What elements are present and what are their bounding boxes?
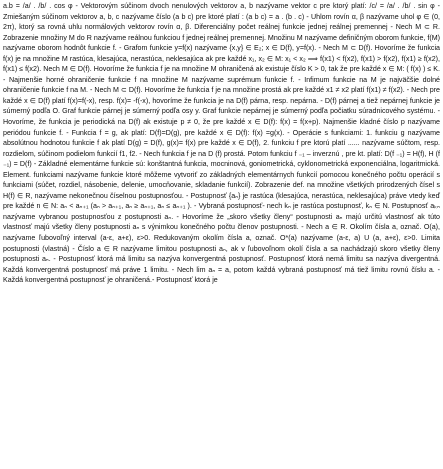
math-notes-text: a.b = /a/ . /b/ . cos φ - Vektorovým súčinom dvoch nenulových vektorov a, b nazývame vektor c pre ktorý platí: /c/ = /a/ . /b/ . sin φ - Zmiešaným súčinom vektorov a, b, c nazývame číslo (a b c) pre ktoré platí : (a b c) = a . (b . c) - Uhlom rovín α, β nazývame uhol φ ∈ (0, 2π), ktorý sa rovná uhlu normálových vektorov rovín α, β. Diferenciálny počet reálnej funkcie jednej reálnej premennej - Nech M ⊂ R. Zobrazenie množiny M do R nazývame reálnou funkciou f jednej reálnej premennej. Množinu M nazývame definičným oborom funkcie, f(M) nazývame oborom hodnôt funkcie f. - Grafom funkcie y=f(x) nazývame {x,y} ∈ E₂; x ∈ D(f), y=f(x). - Nech M ⊂ D(f). Hovoríme že funkcia f(x) je na množine M rastúca, klesajúca, nerastúca, neklesajúca ak pre každé x₁, x₂ ∈ M: x₁ < x₂ ⟹ f(x1) < f(x2), f(x1) > f(x2), f(x1) ≥ f(x2), f(x1) ≤ f(x2). Nech M ∈ D(f). Hovoríme že funkcia f je na množine M ohraničená ak existuje číslo K > 0, tak že pre každé x ∈ M: ( f(x) ) ≤ K. - Najmenšie horné ohraničenie funkcie f na množine M nazývame suprémum funkcie f. - Infimum funkcie na M je najväčšie dolné ohraničenie funkcie f na M. - Nech M ⊂ D(f). Hovoríme že funkcia f je na množine prostá ak pre každé x1 ≠ x2 platí f(x1) ≠ f(x2). - Nech pre každé x ∈ D(f) platí f(x)=f(-x), resp. f(x)= -f(-x), hovoríme že funkcia je na D(f) párna, resp. nepárna. - D(f) párnej a tiež nepárnej funkcie je súmerný podľa O. Graf funkcie párnej je súmerný podľa osy y. Graf funkcie nepárnej je súmerný podľa počiatku súradnicového systému. - Hovoríme, že funkcia je periodická na D(f) ak existuje p ≠ 0, že pre každé x ∈ D(f): f(x) = f(x+p). Najmenšie kladné číslo p nazývame periódou funkcie f. - Funkcia f = g, ak platí: D(f)=D(g), pre každé x ∈ D(f): f(x) =g(x). - Operácie s funkciami: 1. funkciu g nazývame absolútnou hodnotou funkcie f ak platí D(g) = D(f), g(x)= f(x) pre každé x ∈ D(f), 2. funkciu f pre ktorú platí ...... nazývame súčtom, resp. rozdielom, súčinom podielom funkcií f1, f2. - Nech funkcia f je na D (f) prostá. Potom funkciu f ₋₁ – inverznú , pre kt. platí: D(f ₋₁) = H(f), H (f ₋₁) = D(f) - Základné elementárne funkcie sú: konštantná funkcia, mocninová, goniometrická, cyklonometrická exponenciálna, logaritmická. Element. funkciami nazývame funkcie ktoré môžeme vytvoriť zo základných elementárnych funkcií pomocou konečného počtu operácií s funkciami (súčet, rozdiel, násobenie, delenie, umocňovanie, skladanie funkcií). Zobrazenie def. na množine všetkých prirodzených čísel s H(f) ∈ R, nazývame nekonečnou číselnou postupnosťou. - Postupnosť {aₙ} je rastúca (klesajúca, nerastúca, neklesajúca) práve vtedy keď pre každé n ∈ N: aₙ < aₙ₊₁ (aₙ > aₙ₊₁, aₙ ≥ aₙ₊₁, aₙ ≤ aₙ₊₁ ). - Vybraná postupnosť- nech kₙ je rastúca postupnosť, kₙ ∈ N. Postupnosť aₖₙ nazývame vybranou postupnosťou z postupnosti aₙ. - Hovoríme že „skoro všetky členy“ postupnosti aₙ majú určitú vlastnosť ak túto vlastnosť majú všetky členy postupnosti aₙ s výnimkou konečného počtu členov postupnosti. - Nech a ∈ R. Okolím čísla a, označ. O(a), nazývame ľubovoľný interval (a-ε, a+ε), ε>0. Redukovaným okolím čísla a, označ. O*(a) nazývame (a-ε, a) U (a, a+ε), ε>0. Limita postupnosti (vlastná) - Číslo a ∈ R nazývame limitou postupnosti aₙ, ak v ľubovoľnom okolí čísla a sa nachádzajú skoro všetky členy postupnosti aₙ. - Postupnosť ktorá má limitu sa nazýva konvergentná postupnosť. Postupnosť ktorá nemá limitu sa nazýva divergentná. Každá konvergentná postupnosť má práve 1 limitu. - Nech lim aₙ = a, potom každá vybraná postupnosť má tiež limitu rovnú číslu a. - Každá konvergentná postupnosť je ohraničená.- Postupnosť ktorá je <box>3 2 440 285</box>
